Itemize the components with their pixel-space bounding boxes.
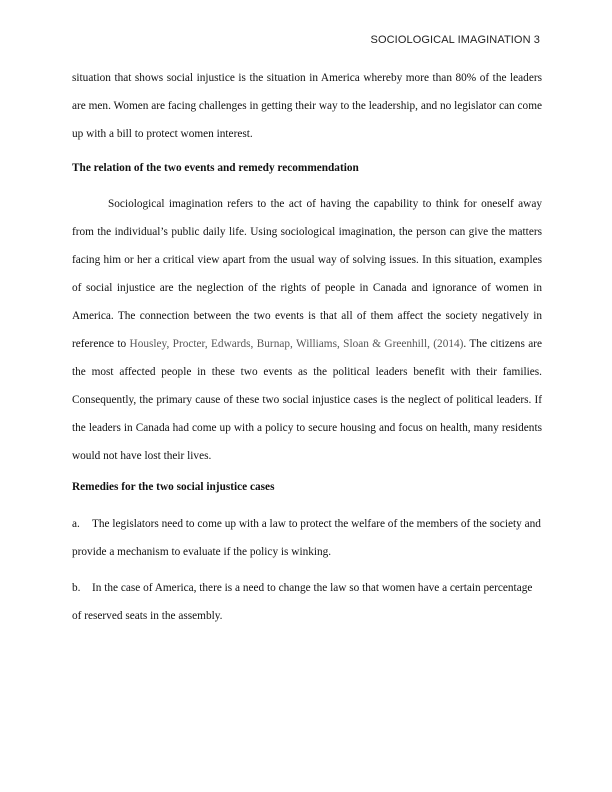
- intro-paragraph: situation that shows social injustice is the situation in America whereby more than 80% of the leaders are men. Women are facing challenges in getting their way to the leadership, and no legislator can come up with a bill to protect women interest.: [72, 72, 542, 140]
- intro-paragraph-block: [72, 64, 542, 148]
- relation-text-start: Sociological imagination refers to the act of having the capability to think for oneself away from the individual’s public daily life. Using sociological imagination, the person can give the matters facing him or her a critical view apart from the usual way of solving issues. In this situation, examples of social injustice are the neglection of the rights of people in Canada and ignorance of women in America. The connection between the two events is that all of them affect the society negatively in reference to: [72, 198, 542, 350]
- relation-paragraph: [72, 190, 542, 470]
- running-header: SOCIOLOGICAL IMAGINATION 3: [370, 34, 540, 46]
- list-item: [72, 574, 542, 630]
- list-item-text: The legislators need to come up with a law to protect the welfare of the members of the society and provide a mechanism to evaluate if the policy is winking.: [72, 518, 541, 558]
- list-marker: b.: [72, 582, 81, 594]
- list-marker: a.: [72, 518, 80, 530]
- section-heading-remedies: Remedies for the two social injustice cases: [72, 481, 275, 493]
- citation: Housley, Procter, Edwards, Burnap, Williams, Sloan & Greenhill, (2014): [129, 338, 464, 350]
- relation-paragraph-block: [72, 190, 542, 470]
- section-heading-relation: The relation of the two events and remedy recommendation: [72, 162, 359, 174]
- list-item: [72, 510, 542, 566]
- relation-text-end: . The citizens are the most affected people in these two events as the political leaders benefit with their families. Consequently, the primary cause of these two social injustice cases is the neglect of political leaders. If the leaders in Canada had come up with a policy to secure housing and focus on health, many residents would not have lost their lives.: [72, 338, 542, 462]
- list-item-text: In the case of America, there is a need to change the law so that women have a certain percentage of reserved seats in the assembly.: [72, 582, 533, 622]
